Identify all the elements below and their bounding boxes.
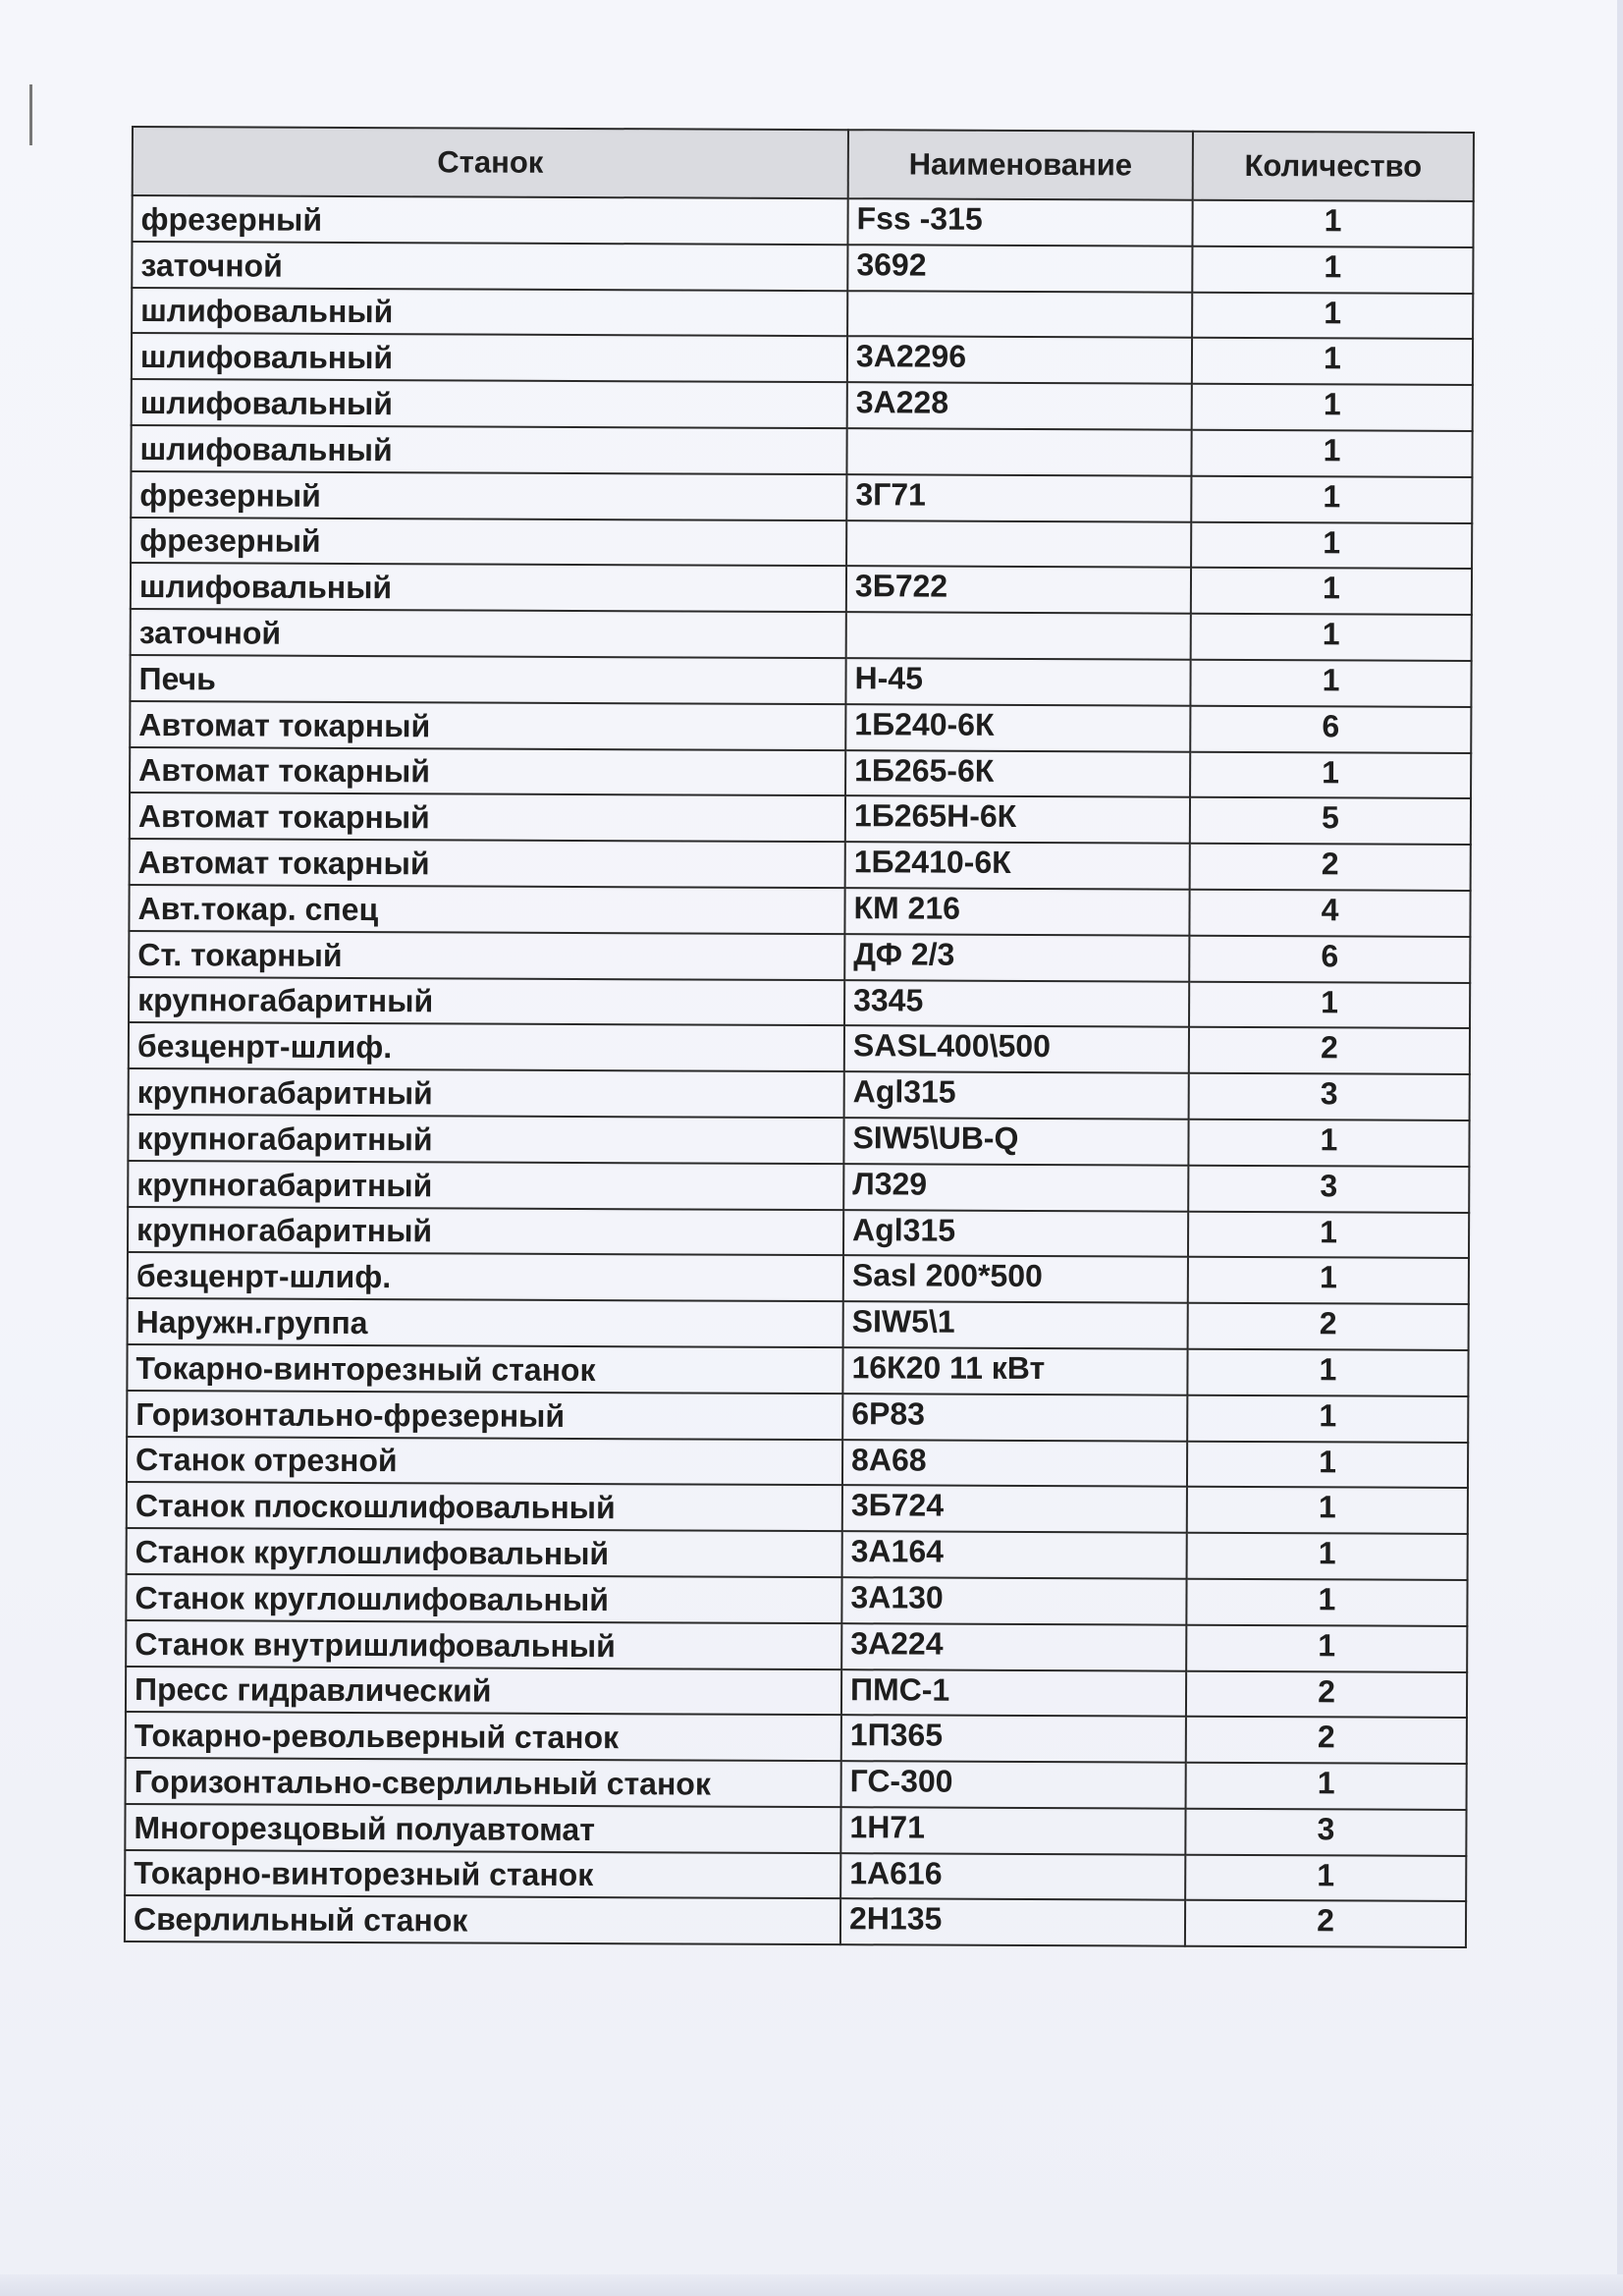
cell-quantity: 1	[1192, 292, 1473, 339]
cell-model: 1Б265Н-6К	[845, 796, 1190, 844]
table-row	[131, 563, 1472, 615]
table-row	[130, 793, 1471, 845]
cell-quantity: 1	[1191, 430, 1472, 477]
cell-model: 6Р83	[842, 1394, 1187, 1441]
cell-machine: Наружн.группа	[128, 1298, 843, 1347]
cell-model	[846, 520, 1191, 568]
table-row	[126, 1758, 1467, 1810]
cell-quantity: 1	[1187, 1349, 1468, 1396]
table-body	[125, 195, 1474, 1947]
cell-machine: Токарно-винторезный станок	[127, 1344, 842, 1394]
cell-machine: шлифовальный	[131, 425, 846, 474]
table-row	[132, 379, 1473, 431]
cell-machine: Пресс гидравлический	[126, 1666, 841, 1715]
table-row	[129, 931, 1470, 983]
cell-model: 3Г71	[846, 474, 1191, 521]
table-row	[127, 1344, 1468, 1396]
table-row	[129, 1022, 1470, 1074]
table-row	[125, 1895, 1466, 1947]
table-row	[128, 1115, 1469, 1167]
cell-quantity: 1	[1191, 521, 1472, 569]
cell-model: 1П365	[841, 1715, 1186, 1762]
table-row	[126, 1620, 1467, 1672]
cell-quantity: 2	[1186, 1717, 1467, 1764]
table-row	[131, 518, 1472, 570]
cell-quantity: 1	[1192, 384, 1473, 431]
cell-quantity: 1	[1191, 475, 1472, 522]
cell-model	[847, 291, 1192, 338]
cell-machine: крупногабаритный	[128, 1161, 843, 1210]
table-row	[132, 333, 1473, 385]
cell-machine: безценрт-шлиф.	[128, 1252, 843, 1301]
cell-machine: Станок круглошлифовальный	[127, 1528, 842, 1577]
cell-model: КМ 216	[844, 888, 1189, 935]
table-row	[132, 242, 1473, 294]
cell-quantity: 2	[1189, 1027, 1470, 1074]
cell-quantity: 1	[1188, 1120, 1469, 1167]
cell-machine: Горизонтально-сверлильный станок	[126, 1758, 841, 1807]
cell-quantity: 1	[1192, 246, 1473, 294]
cell-model: 3345	[844, 980, 1189, 1027]
cell-quantity: 1	[1186, 1624, 1467, 1671]
cell-machine: шлифовальный	[132, 288, 847, 337]
table-row	[126, 1712, 1467, 1764]
cell-machine: фрезерный	[131, 518, 846, 567]
table-row	[125, 1804, 1466, 1856]
cell-machine: Автомат токарный	[130, 793, 845, 842]
cell-machine: крупногабаритный	[129, 977, 844, 1026]
cell-machine: Автомат токарный	[130, 701, 845, 750]
cell-quantity: 1	[1192, 338, 1473, 385]
cell-model: 1Б240-6К	[845, 704, 1190, 751]
table-row	[130, 839, 1471, 891]
cell-quantity: 3	[1189, 1073, 1470, 1121]
cell-model: 3Б722	[846, 567, 1191, 614]
cell-machine: Горизонтально-фрезерный	[127, 1391, 842, 1440]
table-row	[128, 1161, 1469, 1213]
table-row	[127, 1391, 1468, 1443]
cell-machine: шлифовальный	[131, 563, 846, 612]
cell-model: ПМС-1	[841, 1669, 1186, 1717]
equipment-table-container	[124, 126, 1473, 2020]
cell-machine: шлифовальный	[132, 379, 847, 428]
table-row	[130, 701, 1471, 753]
cell-model: 2Н135	[840, 1899, 1185, 1946]
cell-quantity: 1	[1192, 200, 1473, 247]
cell-machine: заточной	[131, 609, 846, 658]
cell-model: Agl315	[843, 1210, 1188, 1257]
cell-quantity: 1	[1188, 1257, 1469, 1304]
cell-quantity: 1	[1191, 568, 1472, 615]
cell-machine: безценрт-шлиф.	[129, 1022, 844, 1071]
cell-quantity: 1	[1189, 981, 1470, 1028]
cell-model: 1Б2410-6К	[845, 842, 1190, 889]
cell-model: ДФ 2/3	[844, 934, 1189, 981]
cell-machine: Станок внутришлифовальный	[126, 1620, 841, 1669]
cell-machine: Автомат токарный	[130, 747, 845, 796]
cell-model: 3692	[847, 245, 1192, 292]
cell-model: 3А228	[847, 382, 1192, 429]
cell-model: 8А68	[842, 1440, 1187, 1487]
cell-quantity: 1	[1187, 1441, 1468, 1488]
cell-model: Agl315	[844, 1071, 1189, 1119]
page-edge-bottom	[0, 2274, 1623, 2296]
cell-machine: крупногабаритный	[128, 1115, 843, 1164]
cell-machine: Ст. токарный	[129, 931, 844, 980]
cell-model: SIW5\UB-Q	[843, 1118, 1188, 1165]
cell-quantity: 1	[1185, 1854, 1466, 1901]
cell-machine: крупногабаритный	[128, 1207, 843, 1256]
cell-model: Sasl 200*500	[843, 1256, 1188, 1303]
cell-model: SIW5\1	[843, 1301, 1188, 1348]
table-row	[131, 471, 1472, 523]
table-row	[129, 1068, 1470, 1121]
cell-quantity: 2	[1188, 1303, 1469, 1350]
cell-machine: Токарно-винторезный станок	[125, 1850, 840, 1899]
cell-model: 3А130	[841, 1577, 1186, 1624]
cell-machine: Токарно-револьверный станок	[126, 1712, 841, 1761]
cell-quantity: 6	[1189, 935, 1470, 982]
table-row	[125, 1850, 1466, 1902]
header-model: Наименование	[848, 130, 1193, 200]
cell-machine: Автомат токарный	[130, 839, 845, 888]
equipment-table	[124, 126, 1475, 1948]
cell-machine: фрезерный	[132, 195, 847, 245]
cell-quantity: 1	[1188, 1211, 1469, 1258]
cell-model: 3Б724	[842, 1485, 1187, 1532]
table-row	[127, 1437, 1468, 1489]
header-quantity: Количество	[1193, 132, 1474, 201]
cell-quantity: 6	[1190, 705, 1471, 752]
table-row	[132, 195, 1473, 247]
cell-quantity: 1	[1187, 1533, 1468, 1580]
cell-quantity: 1	[1187, 1394, 1468, 1442]
cell-model: 1А616	[840, 1853, 1185, 1900]
cell-quantity: 1	[1187, 1487, 1468, 1534]
table-row	[128, 1207, 1469, 1259]
cell-quantity: 3	[1185, 1809, 1466, 1856]
cell-machine: Станок плоскошлифовальный	[127, 1482, 842, 1531]
cell-model	[846, 428, 1191, 475]
table-row	[129, 977, 1470, 1029]
cell-quantity: 5	[1190, 797, 1471, 845]
table-header-row	[133, 127, 1474, 201]
cell-model: 3А224	[841, 1623, 1186, 1670]
cell-quantity: 2	[1186, 1670, 1467, 1718]
table-row	[127, 1482, 1468, 1534]
table-row	[126, 1666, 1467, 1718]
table-row	[129, 885, 1470, 937]
cell-machine: Многорезцовый полуавтомат	[125, 1804, 840, 1853]
cell-quantity: 1	[1190, 751, 1471, 798]
cell-model: ГС-300	[841, 1761, 1186, 1808]
cell-model: 1Б265-6К	[845, 750, 1190, 797]
header-machine: Станок	[133, 127, 848, 198]
cell-machine: Станок круглошлифовальный	[126, 1574, 841, 1623]
cell-machine: Авт.токар. спец	[129, 885, 844, 934]
cell-machine: Печь	[130, 655, 845, 704]
cell-machine: Станок отрезной	[127, 1437, 842, 1486]
cell-machine: фрезерный	[131, 471, 846, 520]
cell-machine: Сверлильный станок	[125, 1895, 840, 1944]
cell-quantity: 1	[1190, 660, 1471, 707]
cell-model: 3А164	[842, 1531, 1187, 1578]
cell-model	[846, 612, 1191, 659]
cell-machine: шлифовальный	[132, 333, 847, 382]
cell-quantity: 1	[1186, 1763, 1467, 1810]
margin-pencil-mark	[29, 84, 32, 145]
table-row	[132, 288, 1473, 340]
table-row	[126, 1574, 1467, 1626]
cell-machine: крупногабаритный	[129, 1068, 844, 1118]
cell-quantity: 3	[1188, 1165, 1469, 1212]
table-row	[130, 655, 1471, 707]
cell-quantity: 1	[1186, 1579, 1467, 1626]
cell-model: 1Н71	[840, 1807, 1185, 1854]
cell-quantity: 2	[1190, 844, 1471, 891]
cell-model: 16К20 11 кВт	[842, 1347, 1187, 1394]
cell-model: SASL400\500	[844, 1026, 1189, 1073]
table-row	[130, 747, 1471, 799]
table-row	[131, 609, 1472, 661]
cell-model: Fss -315	[847, 198, 1192, 246]
cell-quantity: 4	[1189, 890, 1470, 937]
cell-machine: заточной	[132, 242, 847, 291]
table-row	[131, 425, 1472, 477]
cell-model: Н-45	[845, 658, 1190, 705]
cell-quantity: 1	[1191, 614, 1472, 661]
page-edge-right	[1617, 0, 1623, 2296]
table-row	[128, 1252, 1469, 1304]
table-row	[127, 1528, 1468, 1580]
cell-model: Л329	[843, 1164, 1188, 1211]
cell-quantity: 2	[1185, 1900, 1466, 1947]
table-row	[128, 1298, 1469, 1350]
cell-model: 3А2296	[847, 337, 1192, 384]
